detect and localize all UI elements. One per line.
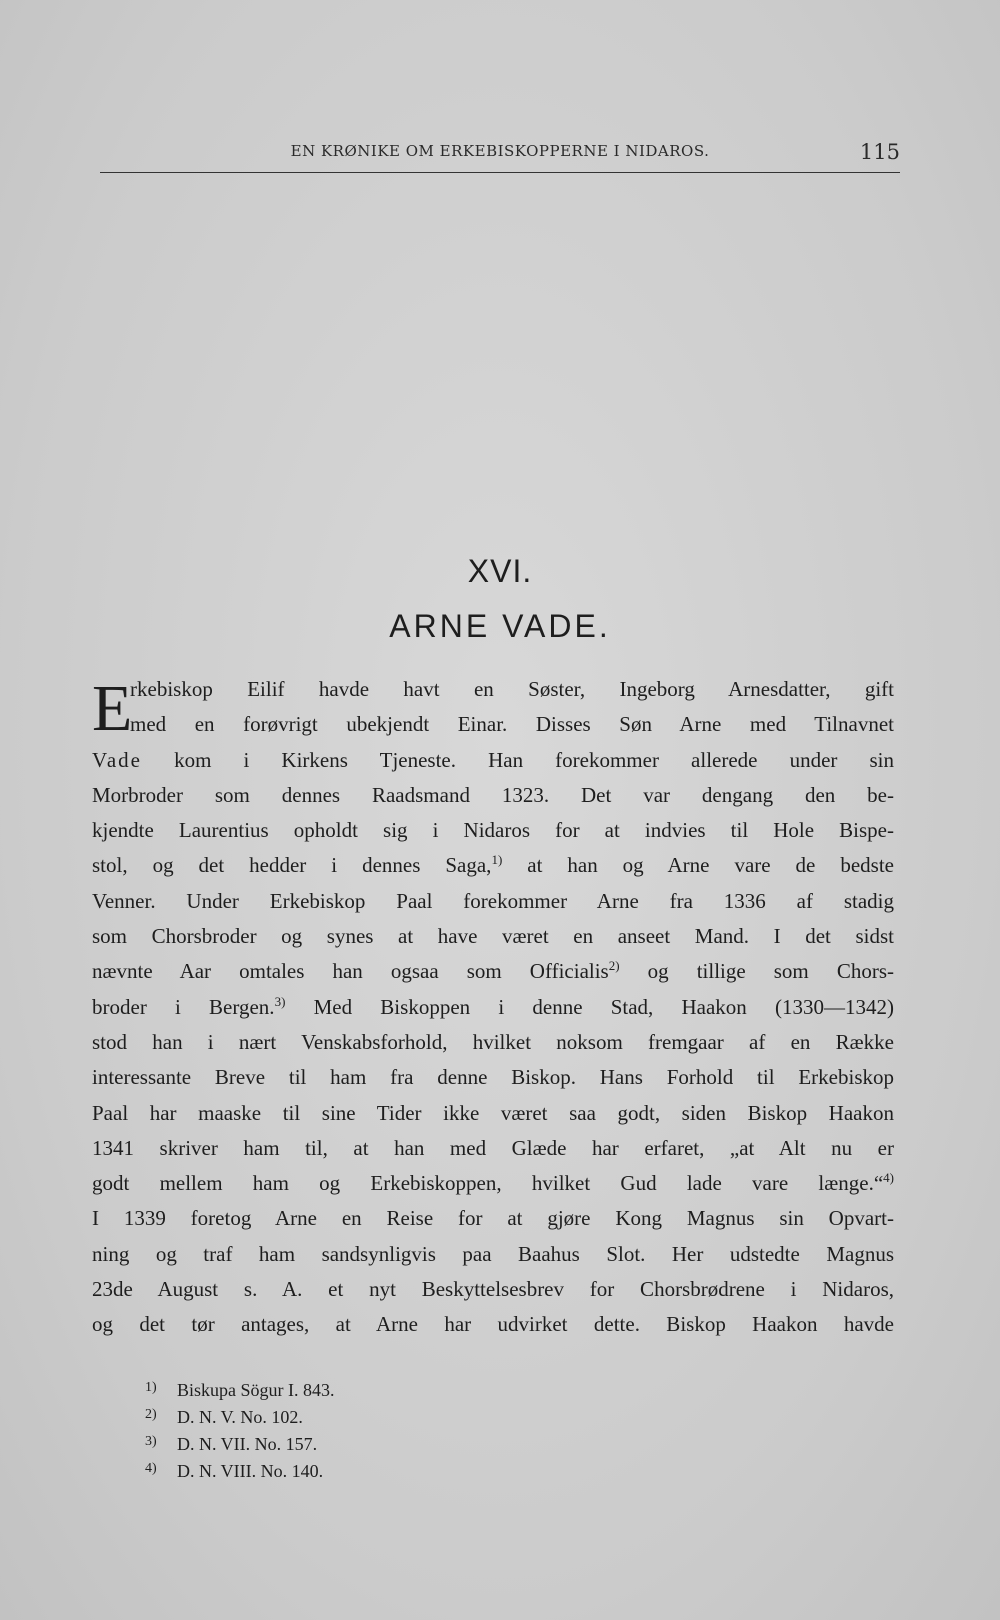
- text-line: rkebiskop Eilif havde havt en Søster, Ingeborg Arnesdatter, gift: [130, 677, 894, 701]
- text-line: 1341 skriver ham til, at han med Glæde har erfaret, „at Alt nu er: [92, 1135, 894, 1160]
- page-number: 115: [859, 140, 900, 164]
- text-line: 23de August s. A. et nyt Beskyttelsesbrev for Chorsbrødrene i Nidaros,: [92, 1277, 894, 1302]
- header-rule: [100, 172, 900, 173]
- chapter-number: XVI.: [467, 553, 533, 589]
- drop-capital: E: [92, 672, 133, 745]
- text-line: [92, 990, 894, 1025]
- text-line: [92, 743, 894, 778]
- text-line: med en forøvrigt ubekjendt Einar. Disses Søn Arne med Tilnavnet: [130, 712, 894, 737]
- footnote-text: D. N. V. No. 102.: [177, 1407, 303, 1427]
- text-line: Morbroder som dennes Raadsmand 1323. Det var dengang den be-: [92, 782, 894, 807]
- text-line: [92, 1166, 894, 1201]
- footnote: [145, 1455, 545, 1482]
- text-segment: nævnte Aar omtales han ogsaa som Officialis: [92, 959, 609, 984]
- text-segment: godt mellem ham og Erkebiskoppen, hvilket Gud lade vare længe.“: [92, 1171, 884, 1196]
- footnote-mark: 4): [145, 1461, 157, 1476]
- body-text: [92, 672, 894, 1343]
- footnote-mark: 1): [145, 1380, 157, 1395]
- text-line: I 1339 foretog Arne en Reise for at gjøre Kong Magnus sin Opvart-: [92, 1206, 894, 1231]
- running-head: EN KRØNIKE OM ERKEBISKOPPERNE I NIDAROS.: [290, 142, 710, 160]
- text-segment: stol, og det hedder i dennes Saga,: [92, 853, 492, 878]
- text-line: og det tør antages, at Arne har udvirket dette. Biskop Haakon havde: [92, 1312, 894, 1337]
- footnote-ref: 2): [608, 958, 620, 974]
- footnote-mark: 3): [145, 1434, 157, 1449]
- text-line: [92, 954, 894, 989]
- text-segment: og tillige som Chors-: [619, 959, 894, 984]
- chapter-title: ARNE VADE.: [389, 608, 611, 644]
- footnote-ref: 1): [491, 852, 503, 868]
- footnote: [145, 1401, 545, 1428]
- footnote: [145, 1428, 545, 1455]
- text-line: kjendte Laurentius opholdt sig i Nidaros for at indvies til Hole Bispe-: [92, 818, 894, 843]
- footnote-mark: 2): [145, 1407, 157, 1422]
- text-line: stod han i nært Venskabsforhold, hvilket noksom fremgaar af en Række: [92, 1029, 894, 1054]
- emphasized-name: Vade: [92, 747, 142, 772]
- footnote-ref: 3): [274, 993, 286, 1009]
- text-line: Venner. Under Erkebiskop Paal forekommer Arne fra 1336 af stadig: [92, 888, 894, 913]
- text-line: som Chorsbroder og synes at have været en anseet Mand. I det sidst: [92, 924, 894, 949]
- text-line: ning og traf ham sandsynligvis paa Baahus Slot. Her udstedte Magnus: [92, 1241, 894, 1266]
- footnote-ref: 4): [883, 1170, 894, 1186]
- footnote: [145, 1374, 545, 1401]
- footnote-text: D. N. VIII. No. 140.: [177, 1461, 324, 1481]
- text-line: interessante Breve til ham fra denne Biskop. Hans Forhold til Erkebiskop: [92, 1065, 894, 1090]
- text-line: [92, 848, 894, 883]
- text-segment: kom i Kirkens Tjeneste. Han forekommer allerede under sin: [141, 747, 894, 772]
- footnote-text: Biskupa Sögur I. 843.: [177, 1380, 335, 1400]
- text-segment: Med Biskoppen i denne Stad, Haakon (1330—1342): [285, 994, 894, 1019]
- footnotes: [145, 1374, 545, 1482]
- footnote-text: D. N. VII. No. 157.: [177, 1434, 318, 1454]
- text-segment: at han og Arne vare de bedste: [502, 853, 894, 878]
- text-line: Paal har maaske til sine Tider ikke været saa godt, siden Biskop Haakon: [92, 1100, 894, 1125]
- page-header: [100, 140, 900, 170]
- text-segment: broder i Bergen.: [92, 994, 275, 1019]
